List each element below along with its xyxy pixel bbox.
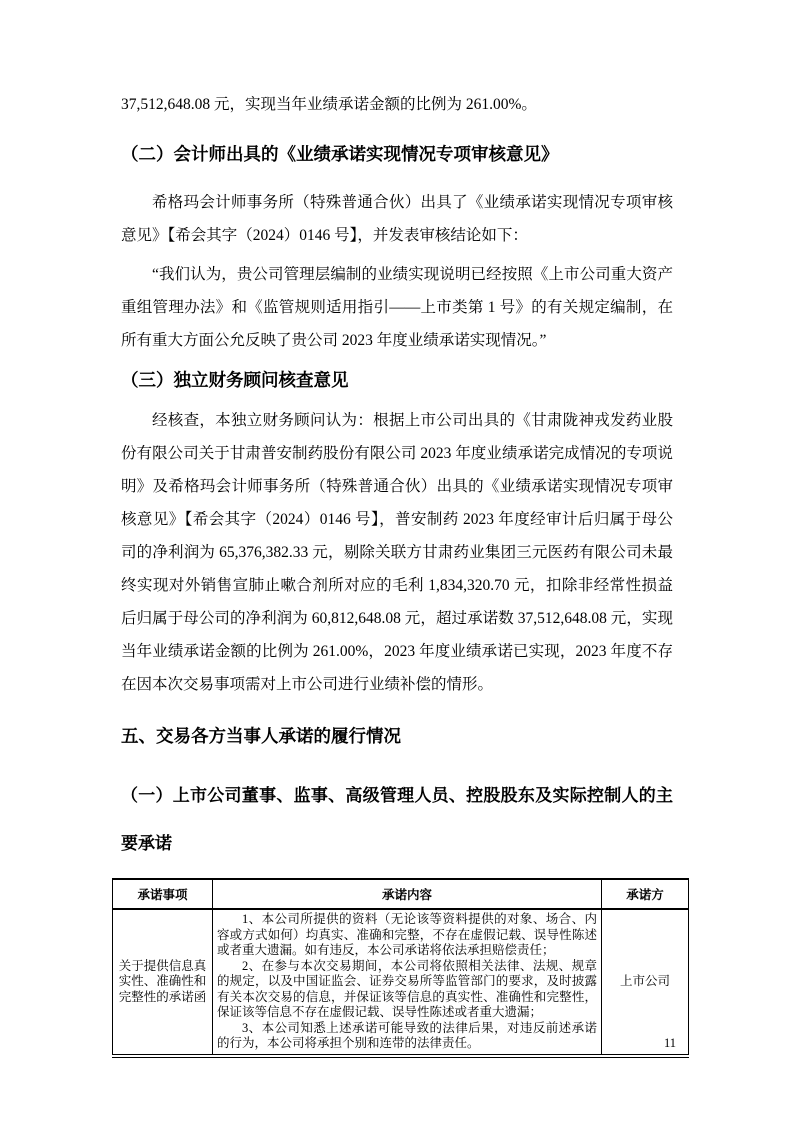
cell-commitment-item: 关于提供信息真实性、准确性和完整性的承诺函	[113, 909, 213, 1056]
para-auditor-issued: 希格玛会计师事务所（特殊普通合伙）出具了《业绩承诺实现情况专项审核意见》【希会其字（2024）0146 号】，并发表审核结论如下：	[121, 194, 673, 244]
page-number: 11	[663, 1036, 677, 1050]
commitment-clause-3: 3、本公司知悉上述承诺可能导致的法律后果，对违反前述承诺的行为，本公司将承担个别和连带的法律责任。	[217, 1020, 597, 1050]
para-advisor-opinion: 经核查，本独立财务顾问认为：根据上市公司出具的《甘肃陇神戎发药业股份有限公司关于甘肃普安制药股份有限公司 2023 年度业绩承诺完成情况的专项说明》及希格玛会计师事务所（特殊普通合伙）出具的《业绩承诺实现情况专项审核意见》【希会其字（2024）0146 号】，普安制药 2023 年度经审计后归属于母公司的净利润为 65,376,382.33 元，剔除关联方甘肃药业集团三元医药有限公司未最终实现对外销售宣肺止嗽合剂所对应的毛利 1,834,320.70 元，扣除非经常性损益后归属于母公司的净利润为 60,812,648.08 元，超过承诺数 37,512,648.08 元，实现当年业绩承诺金额的比例为 261.00%，2023 年度业绩承诺已实现，2023 年度不存在因本次交易事项需对上市公司进行业绩补偿的情形。	[121, 412, 673, 693]
heading-section-5-commitments: 五、交易各方当事人承诺的履行情况	[121, 726, 401, 746]
cell-commitment-content	[213, 909, 602, 1056]
heading-section-5-1-main-commitments: （一）上市公司董事、监事、高级管理人员、控股股东及实际控制人的主要承诺	[121, 786, 673, 853]
table-header-commitment-party: 承诺方	[602, 879, 689, 909]
commitment-table	[112, 878, 689, 1058]
para-performance-ratio-carryover: 37,512,648.08 元，实现当年业绩承诺金额的比例为 261.00%。	[121, 96, 537, 113]
heading-section-3-advisor-opinion: （三）独立财务顾问核查意见	[121, 370, 349, 390]
heading-section-2-accountant-opinion: （二）会计师出具的《业绩承诺实现情况专项审核意见》	[121, 144, 559, 164]
table-header-commitment-content: 承诺内容	[213, 879, 602, 909]
para-auditor-opinion-quote: “我们认为，贵公司管理层编制的业绩实现说明已经按照《上市公司重大资产重组管理办法》和《监管规则适用指引——上市类第 1 号》的有关规定编制，在所有重大方面公允反映了贵公司 2023 年度业绩承诺实现情况。”	[121, 266, 673, 349]
commitment-clause-1: 1、本公司所提供的资料（无论该等资料提供的对象、场合、内容或方式如何）均真实、准确和完整，不存在虚假记载、误导性陈述或者重大遗漏。如有违反，本公司承诺将依法承担赔偿责任；	[217, 912, 597, 957]
cell-commitment-party: 上市公司	[602, 909, 689, 1056]
table-header-commitment-item: 承诺事项	[113, 879, 213, 909]
table-row	[113, 909, 689, 1056]
commitment-clause-2: 2、在参与本次交易期间，本公司将依照相关法律、法规、规章的规定，以及中国证监会、证券交易所等监管部门的要求，及时披露有关本次交易的信息，并保证该等信息的真实性、准确性和完整性，保证该等信息不存在虚假记载、误导性陈述或者重大遗漏；	[217, 958, 597, 1019]
table-header-row	[113, 879, 689, 909]
